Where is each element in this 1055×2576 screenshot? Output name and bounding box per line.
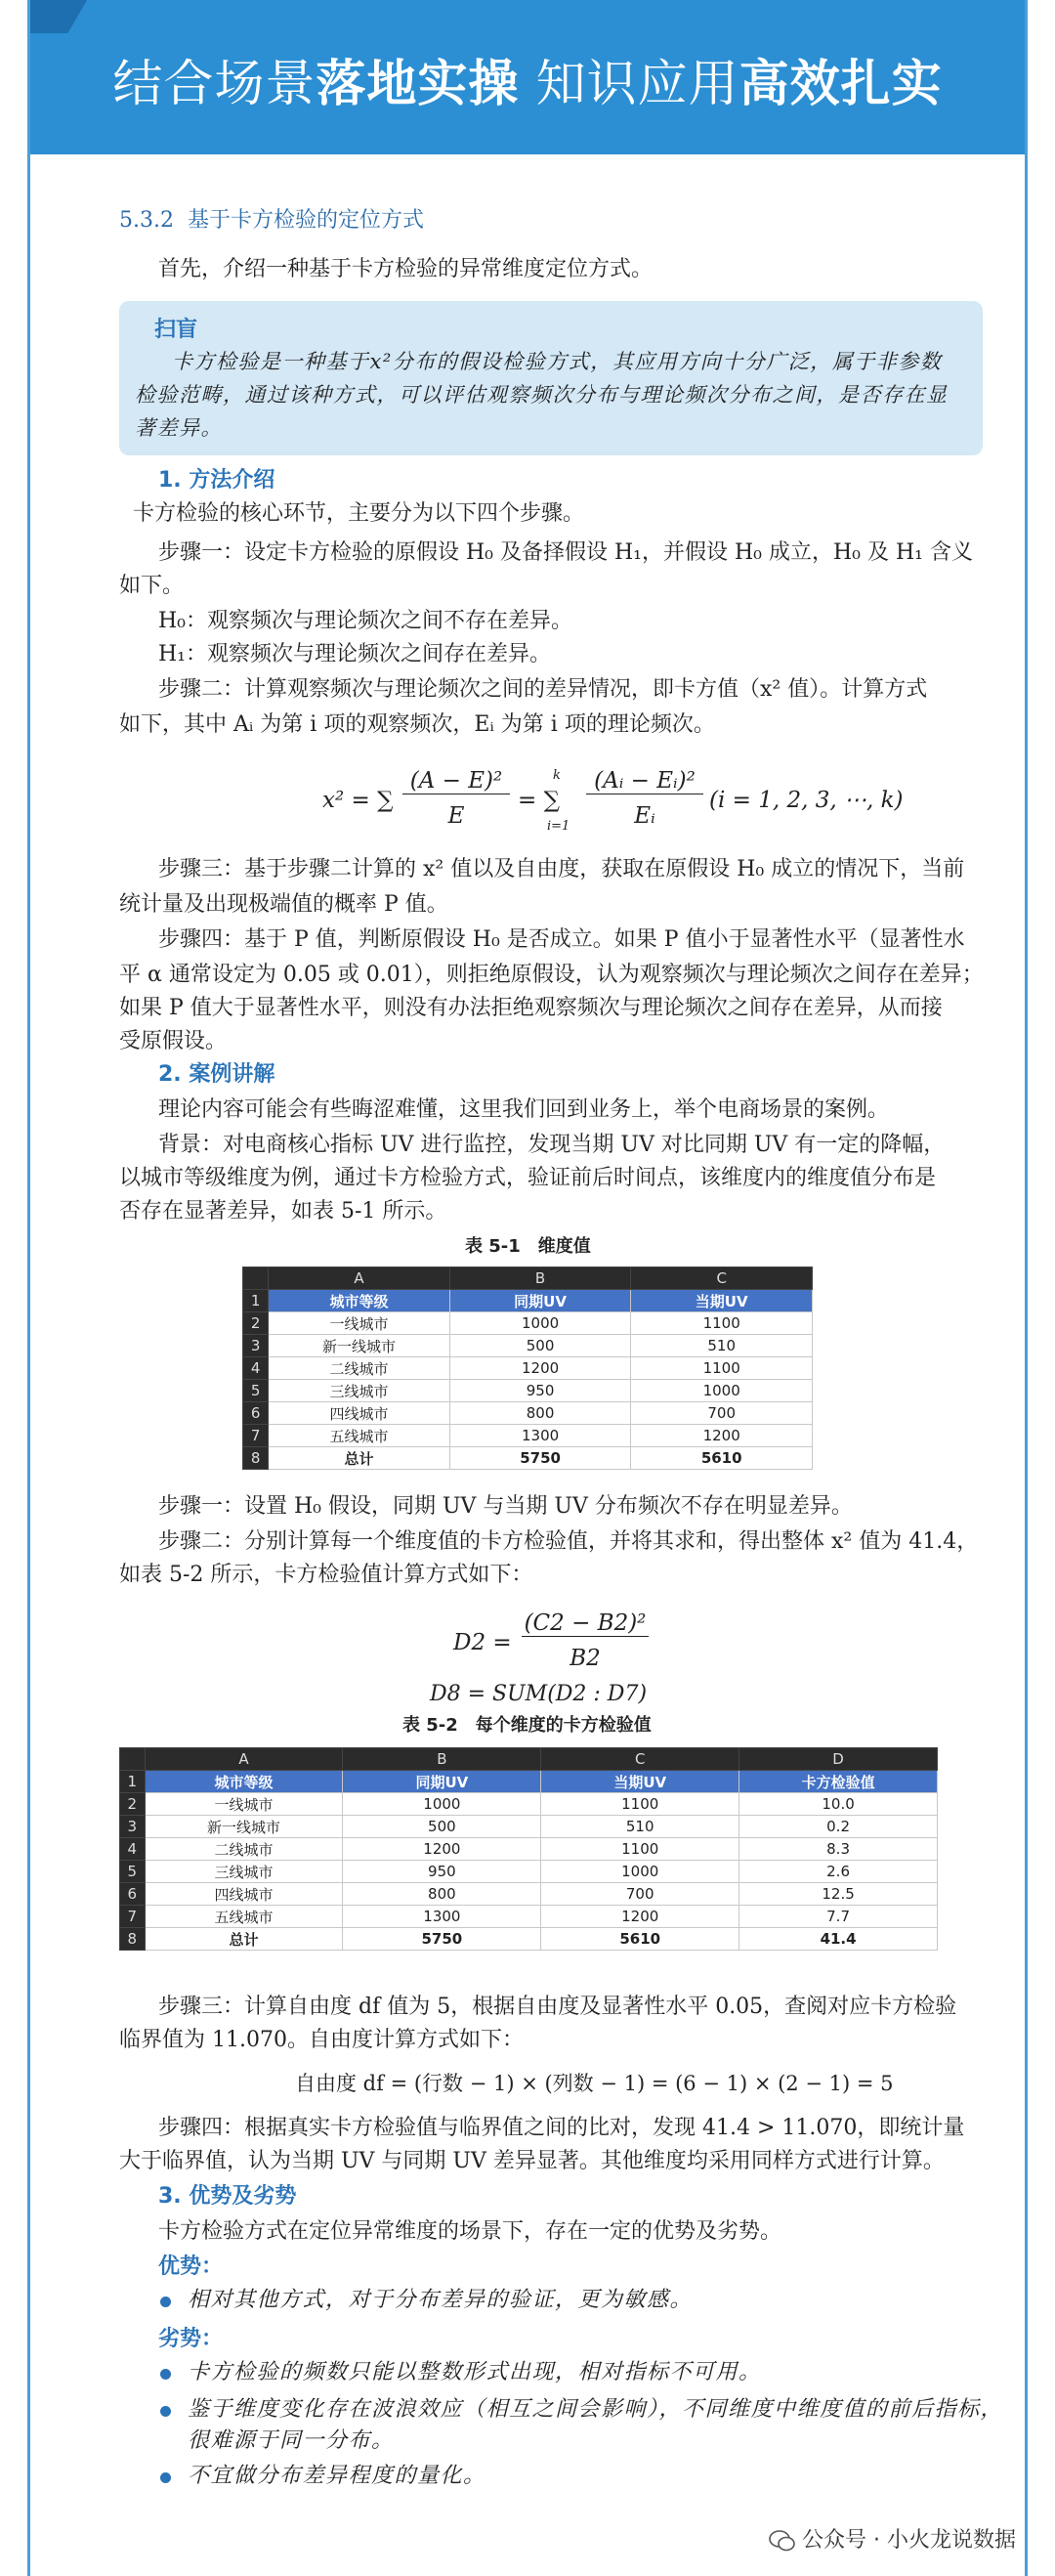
- row-number: 5: [120, 1861, 146, 1883]
- disadvantage-item: 不宜做分布差异程度的量化。: [188, 2464, 486, 2488]
- row-number: 8: [120, 1928, 146, 1951]
- paragraph-line: 受原假设。: [119, 1029, 228, 1053]
- table-header-row: [243, 1290, 813, 1312]
- tip-line: 著差异。: [135, 416, 223, 440]
- table-cell: 0.2: [739, 1816, 938, 1838]
- table-cell: 1100: [541, 1793, 739, 1816]
- table-cell: 1200: [631, 1425, 813, 1447]
- column-letter-row: [120, 1748, 938, 1771]
- table-cell: 10.0: [739, 1793, 938, 1816]
- d8-formula: D8 = SUM(D2 : D7): [430, 1682, 648, 1706]
- case-heading: 2. 案例讲解: [158, 1062, 275, 1087]
- table-cell: 800: [449, 1402, 631, 1425]
- table-cell: 2.6: [739, 1861, 938, 1883]
- table-cell: 41.4: [739, 1928, 938, 1951]
- disadvantage-label: 劣势：: [158, 2327, 224, 2351]
- table-cell: 7.7: [739, 1906, 938, 1928]
- table-cell: 1000: [449, 1312, 631, 1335]
- column-letter: A: [269, 1267, 450, 1290]
- table-cell: 12.5: [739, 1883, 938, 1906]
- paragraph-line: 如果 P 值大于显著性水平，则没有办法拒绝观察频次与理论频次之间存在差异，从而接: [119, 996, 943, 1020]
- advantage-item: 相对其他方式，对于分布差异的验证，更为敏感。: [188, 2288, 694, 2312]
- table-cell: 1000: [631, 1380, 813, 1402]
- tip-box: [119, 301, 983, 455]
- table-cell: 1200: [449, 1357, 631, 1380]
- table-cell: 总计: [269, 1447, 450, 1470]
- header-cell: 当期UV: [541, 1771, 739, 1793]
- banner-corner: [30, 0, 91, 33]
- table-cell: 1100: [631, 1312, 813, 1335]
- row-number: 4: [120, 1838, 146, 1861]
- paragraph-line: 理论内容可能会有些晦涩难懂，这里我们回到业务上，举个电商场景的案例。: [158, 1097, 890, 1122]
- paragraph-line: 步骤四：根据真实卡方检验值与临界值之间的比对，发现 41.4 > 11.070，即统计量: [158, 2116, 965, 2140]
- row-number: 7: [243, 1425, 269, 1447]
- table-cell: 三线城市: [145, 1861, 343, 1883]
- table-cell: 1100: [631, 1357, 813, 1380]
- header-cell: 同期UV: [343, 1771, 541, 1793]
- advantage-label: 优势：: [158, 2254, 224, 2279]
- bullet-icon: [160, 2472, 171, 2483]
- header-cell: 城市等级: [145, 1771, 343, 1793]
- row-number: 2: [120, 1793, 146, 1816]
- watermark: 公众号 · 小火龙说数据: [769, 2523, 1016, 2554]
- table-cell: 510: [631, 1335, 813, 1357]
- table-cell: 500: [343, 1816, 541, 1838]
- table-row: [120, 1816, 938, 1838]
- bullet-icon: [160, 2297, 171, 2307]
- header-cell: 卡方检验值: [739, 1771, 938, 1793]
- corner-cell: [243, 1267, 269, 1290]
- table-cell: 700: [541, 1883, 739, 1906]
- table-cell: 四线城市: [269, 1402, 450, 1425]
- table-cell: 800: [343, 1883, 541, 1906]
- paragraph-line: 如表 5-2 所示，卡方检验值计算方式如下：: [119, 1563, 533, 1587]
- column-letter: A: [145, 1748, 343, 1771]
- paragraph-line: H₀：观察频次与理论频次之间不存在差异。: [158, 609, 573, 633]
- table-cell: 一线城市: [145, 1793, 343, 1816]
- row-number: 6: [120, 1883, 146, 1906]
- row-number: 2: [243, 1312, 269, 1335]
- wechat-icon: [769, 2530, 796, 2552]
- tip-line: 卡方检验是一种基于x²分布的假设检验方式，其应用方向十分广泛，属于非参数: [172, 350, 943, 373]
- table2-caption: 表 5-2 每个维度的卡方检验值: [402, 1715, 652, 1736]
- column-letter: B: [449, 1267, 631, 1290]
- table-5-2: [119, 1747, 938, 1951]
- table-header-row: [120, 1771, 938, 1793]
- row-number: 6: [243, 1402, 269, 1425]
- banner-title: 结合场景落地实操 知识应用高效扎实: [112, 56, 943, 113]
- paragraph-line: 卡方检验的核心环节，主要分为以下四个步骤。: [133, 501, 585, 526]
- table-cell: 5610: [541, 1928, 739, 1951]
- row-number: 1: [120, 1771, 146, 1793]
- bullet-icon: [160, 2406, 171, 2417]
- table-cell: 1200: [343, 1838, 541, 1861]
- method-heading: 1. 方法介绍: [158, 468, 275, 493]
- table-cell: 一线城市: [269, 1312, 450, 1335]
- banner: [30, 0, 1025, 154]
- row-number: 1: [243, 1290, 269, 1312]
- table-cell: 1300: [343, 1906, 541, 1928]
- column-letter: B: [343, 1748, 541, 1771]
- paragraph-line: 步骤二：分别计算每一个维度值的卡方检验值，并将其求和，得出整体 x² 值为 41.4，: [158, 1529, 979, 1554]
- table-row: [120, 1838, 938, 1861]
- table-row: [243, 1357, 813, 1380]
- table-cell: 1000: [343, 1793, 541, 1816]
- column-letter-row: [243, 1267, 813, 1290]
- table-cell: 5610: [631, 1447, 813, 1470]
- table-row: [243, 1312, 813, 1335]
- table-cell: 五线城市: [269, 1425, 450, 1447]
- table1-caption: 表 5-1 维度值: [465, 1236, 591, 1257]
- paragraph-line: 背景：对电商核心指标 UV 进行监控，发现当期 UV 对比同期 UV 有一定的降幅，: [158, 1133, 946, 1157]
- column-letter: D: [739, 1748, 938, 1771]
- paragraph-line: 以城市等级维度为例，通过卡方检验方式，验证前后时间点，该维度内的维度值分布是: [119, 1166, 937, 1190]
- paragraph-line: 如下，其中 Aᵢ 为第 i 项的观察频次，Eᵢ 为第 i 项的理论频次。: [119, 712, 715, 737]
- table-cell: 510: [541, 1816, 739, 1838]
- table-row: [243, 1335, 813, 1357]
- table-cell: 500: [449, 1335, 631, 1357]
- pros-cons-heading: 3. 优势及劣势: [158, 2184, 297, 2209]
- disadvantage-item: 卡方检验的频数只能以整数形式出现，相对指标不可用。: [188, 2360, 762, 2384]
- disadvantage-item: 鉴于维度变化存在波浪效应（相互之间会影响），不同维度中维度值的前后指标，: [188, 2397, 1004, 2422]
- table-cell: 950: [343, 1861, 541, 1883]
- paragraph-line: H₁：观察频次与理论频次之间存在差异。: [158, 642, 552, 666]
- table-row: [120, 1883, 938, 1906]
- table-cell: 新一线城市: [269, 1335, 450, 1357]
- table-row: [120, 1928, 938, 1951]
- paragraph-line: 统计量及出现极端值的概率 P 值。: [119, 892, 448, 917]
- table-cell: 四线城市: [145, 1883, 343, 1906]
- table-cell: 1200: [541, 1906, 739, 1928]
- row-number: 3: [120, 1816, 146, 1838]
- paragraph-line: 步骤一：设置 H₀ 假设，同期 UV 与当期 UV 分布频次不存在明显差异。: [158, 1494, 853, 1519]
- paragraph-line: 大于临界值，认为当期 UV 与同期 UV 差异显著。其他维度均采用同样方式进行计算。: [119, 2149, 945, 2173]
- column-letter: C: [631, 1267, 813, 1290]
- table-cell: 二线城市: [145, 1838, 343, 1861]
- table-cell: 1300: [449, 1425, 631, 1447]
- tip-line: 检验范畴，通过该种方式，可以评估观察频次分布与理论频次分布之间，是否存在显: [135, 383, 949, 407]
- row-number: 4: [243, 1357, 269, 1380]
- tip-title: 扫盲: [154, 318, 198, 342]
- table-cell: 950: [449, 1380, 631, 1402]
- header-cell: 当期UV: [631, 1290, 813, 1312]
- row-number: 3: [243, 1335, 269, 1357]
- table-cell: 新一线城市: [145, 1816, 343, 1838]
- table-cell: 总计: [145, 1928, 343, 1951]
- table-row: [243, 1380, 813, 1402]
- paragraph-line: 步骤三：基于步骤二计算的 x² 值以及自由度，获取在原假设 H₀ 成立的情况下，当前: [158, 857, 965, 881]
- table-row: [120, 1906, 938, 1928]
- table-row: [120, 1861, 938, 1883]
- row-number: 5: [243, 1380, 269, 1402]
- header-cell: 同期UV: [449, 1290, 631, 1312]
- column-letter: C: [541, 1748, 739, 1771]
- table-cell: 1000: [541, 1861, 739, 1883]
- paragraph-line: 如下。: [119, 574, 185, 598]
- corner-cell: [120, 1748, 146, 1771]
- row-number: 8: [243, 1447, 269, 1470]
- row-number: 7: [120, 1906, 146, 1928]
- disadvantage-item-cont: 很难源于同一分布。: [188, 2428, 395, 2453]
- bullet-icon: [160, 2369, 171, 2380]
- section-heading: 5.3.2 基于卡方检验的定位方式: [119, 208, 424, 233]
- table-cell: 五线城市: [145, 1906, 343, 1928]
- df-formula: 自由度 df = (行数 − 1) × (列数 − 1) = (6 − 1) × (2 − 1) = 5: [295, 2072, 894, 2095]
- paragraph-line: 卡方检验方式在定位异常维度的场景下，存在一定的优势及劣势。: [158, 2219, 782, 2244]
- table-5-1: [242, 1267, 813, 1470]
- table-cell: 700: [631, 1402, 813, 1425]
- table-cell: 5750: [343, 1928, 541, 1951]
- intro-text: 首先，介绍一种基于卡方检验的异常维度定位方式。: [158, 257, 654, 281]
- paragraph-line: 临界值为 11.070。自由度计算方式如下：: [119, 2028, 524, 2052]
- table-row: [120, 1793, 938, 1816]
- table-cell: 二线城市: [269, 1357, 450, 1380]
- table-row: [243, 1402, 813, 1425]
- paragraph-line: 平 α 通常设定为 0.05 或 0.01），则拒绝原假设，认为观察频次与理论频次之间存在差异；: [119, 963, 984, 987]
- paragraph-line: 否存在显著差异，如表 5-1 所示。: [119, 1199, 447, 1224]
- header-cell: 城市等级: [269, 1290, 450, 1312]
- paragraph-line: 步骤二：计算观察频次与理论频次之间的差异情况，即卡方值（x² 值）。计算方式: [158, 677, 928, 702]
- table-cell: 5750: [449, 1447, 631, 1470]
- paragraph-line: 步骤三：计算自由度 df 值为 5，根据自由度及显著性水平 0.05，查阅对应卡方检验: [158, 1995, 957, 2019]
- paragraph-line: 步骤一：设定卡方检验的原假设 H₀ 及备择假设 H₁，并假设 H₀ 成立，H₀ 及 H₁ 含义: [158, 540, 973, 565]
- table-row: [243, 1447, 813, 1470]
- table-cell: 三线城市: [269, 1380, 450, 1402]
- table-row: [243, 1425, 813, 1447]
- table-cell: 1100: [541, 1838, 739, 1861]
- table-cell: 8.3: [739, 1838, 938, 1861]
- paragraph-line: 步骤四：基于 P 值，判断原假设 H₀ 是否成立。如果 P 值小于显著性水平（显著性水: [158, 927, 965, 952]
